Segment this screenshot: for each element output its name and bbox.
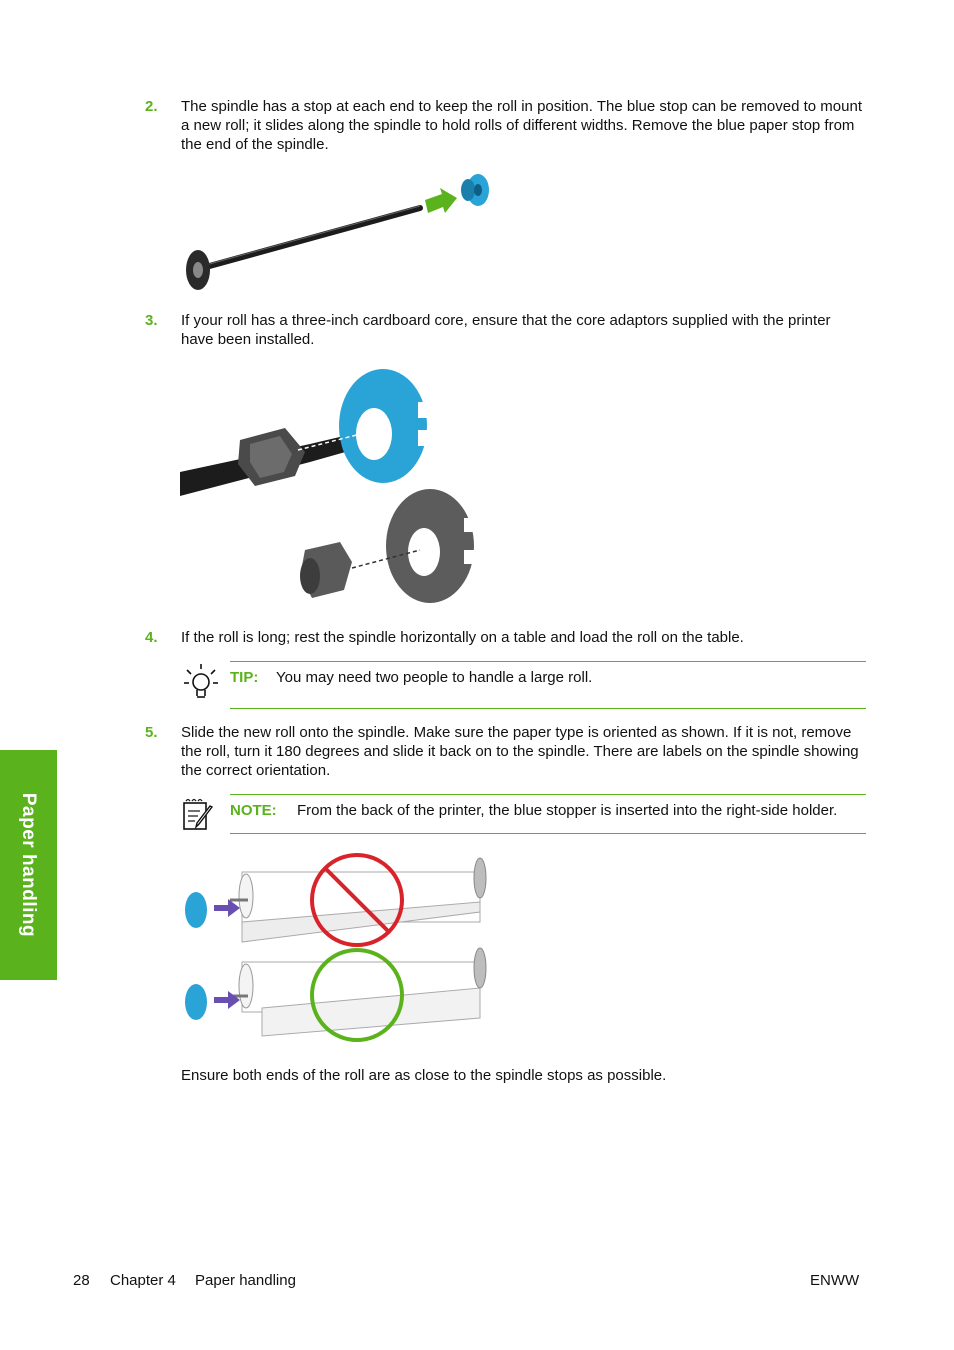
step-number: 5. <box>145 724 158 741</box>
step-number: 3. <box>145 312 158 329</box>
step-text: If your roll has a three-inch cardboard core, ensure that the core adaptors supplied with the printer have been installed. <box>181 312 831 348</box>
footer-chapter: Chapter 4 <box>110 1272 176 1289</box>
note-pad-icon <box>181 797 215 831</box>
footer-locale: ENWW <box>810 1272 860 1289</box>
step-2 <box>145 97 867 157</box>
core-adaptors-figure <box>180 364 480 608</box>
step-number: 4. <box>145 629 158 646</box>
roll-orientation-figure <box>180 850 490 1048</box>
lightbulb-icon <box>182 662 218 702</box>
step-text: The spindle has a stop at each end to keep the roll in position. The blue stop can be removed to mount a new roll; it slides along the spindle to hold rolls of different widths. Remove the blue paper stop from the end of the spindle. <box>181 98 862 153</box>
footer-section: Paper handling <box>195 1272 296 1289</box>
spindle-stop-removal-figure <box>180 168 500 296</box>
note-callout <box>230 794 866 834</box>
step-4 <box>145 628 867 648</box>
chapter-side-tab <box>0 750 57 980</box>
arrow-right-icon <box>214 899 240 917</box>
tip-text: You may need two people to handle a large roll. <box>276 669 593 686</box>
blue-stop-icon <box>185 892 207 928</box>
blue-stop-icon <box>185 984 207 1020</box>
note-text: From the back of the printer, the blue stopper is inserted into the right-side holder. <box>297 802 838 819</box>
note-label: NOTE: <box>230 802 277 819</box>
closing-text: Ensure both ends of the roll are as close to the spindle stops as possible. <box>181 1067 667 1084</box>
arrow-right-icon <box>425 188 457 213</box>
step-number: 2. <box>145 98 158 115</box>
tip-callout <box>230 661 866 709</box>
tip-label: TIP: <box>230 669 259 686</box>
arrow-right-icon <box>214 991 240 1009</box>
step-text: If the roll is long; rest the spindle horizontally on a table and load the roll on the table. <box>181 629 744 646</box>
footer-page-number: 28 <box>73 1272 90 1289</box>
step-3 <box>145 311 867 351</box>
chapter-side-tab-label: Paper handling <box>18 792 39 938</box>
step-5 <box>145 723 867 783</box>
step-text: Slide the new roll onto the spindle. Make sure the paper type is oriented as shown. If it is not, remove the roll, turn it 180 degrees and slide it back on to the spindle. There are labels on the spindle showing the correct orientation. <box>181 724 859 779</box>
